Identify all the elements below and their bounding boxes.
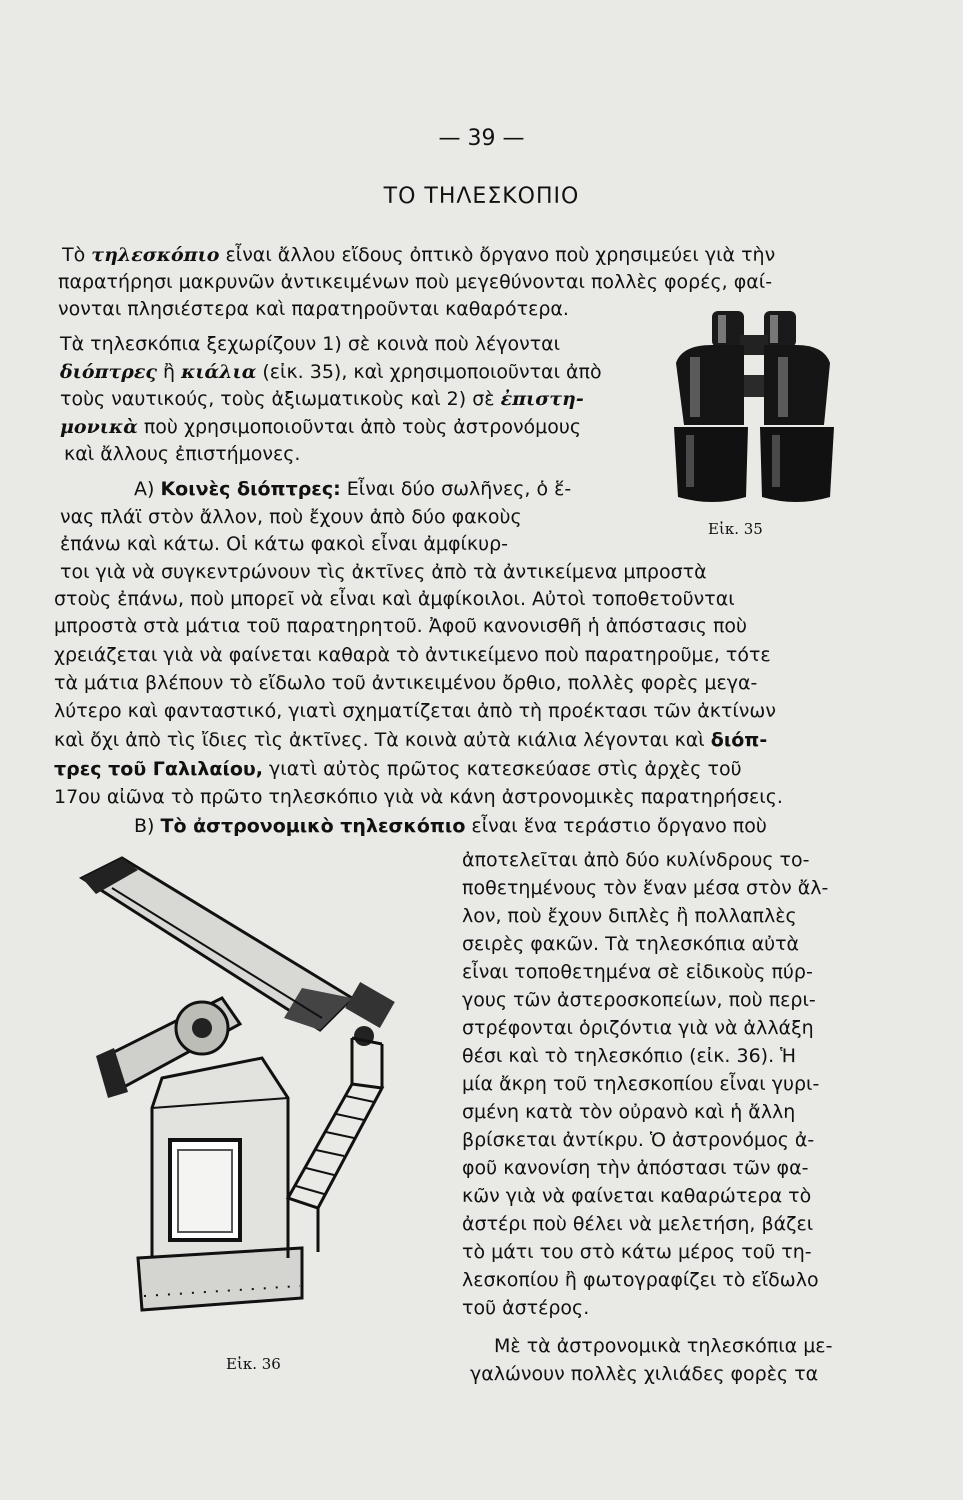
text-line: Μὲ τὰ ἀστρονομικὰ τηλεσκόπια με-: [494, 1335, 833, 1357]
text-line: μία ἄκρη τοῦ τηλεσκοπίου εἶναι γυρι-: [462, 1073, 820, 1095]
text-line: τοὺς ναυτικούς, τοὺς ἀξιωματικοὺς καὶ 2) σὲ ἐπιστη-: [60, 388, 584, 410]
text-line: σειρὲς φακῶν. Τὰ τηλεσκόπια αὐτὰ: [462, 933, 800, 955]
figure-35: [652, 305, 852, 510]
text-line: Β) Τὸ ἀστρονομικὸ τηλεσκόπιο εἶναι ἕνα τεράστιο ὄργανο ποὺ: [134, 815, 767, 837]
text-line: Τὰ τηλεσκόπια ξεχωρίζουν 1) σὲ κοινὰ ποὺ λέγονται: [60, 333, 561, 355]
text-line: γους τῶν ἀστεροσκοπείων, ποὺ περι-: [462, 989, 816, 1011]
text-line: διόπτρες ἢ κιάλια (εἰκ. 35), καὶ χρησιμοποιοῦνται ἀπὸ: [60, 361, 602, 383]
figure-36: [52, 848, 442, 1348]
figure-36-caption: Εἰκ. 36: [226, 1355, 281, 1373]
text-line: στοὺς ἐπάνω, ποὺ μπορεῖ νὰ εἶναι καὶ ἀμφίκοιλοι. Αὐτοὶ τοποθετοῦνται: [54, 588, 735, 610]
page-number: — 39 —: [438, 126, 525, 151]
text-line: καὶ ἄλλους ἐπιστήμονες.: [64, 443, 301, 465]
text-line: νας πλάϊ στὸν ἄλλον, ποὺ ἔχουν ἀπὸ δύο φακοὺς: [60, 506, 522, 528]
text-line: καὶ ὄχι ἀπὸ τὶς ἴδιες τὶς ἀκτῖνες. Τὰ κοινὰ αὐτὰ κιάλια λέγονται καὶ διόπ-: [54, 729, 768, 751]
text-line: ἐπάνω καὶ κάτω. Οἱ κάτω φακοὶ εἶναι ἀμφίκυρ-: [60, 533, 509, 555]
text-line: ἀστέρι ποὺ θέλει νὰ μελετήση, βάζει: [462, 1213, 814, 1235]
text-line: εἶναι τοποθετημένα σὲ εἰδικοὺς πύρ-: [462, 961, 813, 983]
text-line: μπροστὰ στὰ μάτια τοῦ παρατηρητοῦ. Ἀφοῦ κανονισθῆ ἡ ἀπόστασις ποὺ: [54, 615, 748, 637]
text-line: στρέφονται ὁριζόντια γιὰ νὰ ἀλλάξη: [462, 1017, 814, 1039]
text-line: λύτερο καὶ φανταστικό, γιατὶ σχηματίζεται ἀπὸ τὴ προέκτασι τῶν ἀκτίνων: [54, 700, 776, 722]
text-line: Τὸ τηλεσκόπιο εἶναι ἄλλου εἴδους ὀπτικὸ ὄργανο ποὺ χρησιμεύει γιὰ τὴν: [62, 244, 776, 266]
text-line: τὸ μάτι του στὸ κάτω μέρος τοῦ τη-: [462, 1241, 812, 1263]
text-line: παρατήρησι μακρυνῶν ἀντικειμένων ποὺ μεγεθύνονται πολλὲς φορές, φαί-: [58, 271, 773, 293]
text-line: τρες τοῦ Γαλιλαίου, γιατὶ αὐτὸς πρῶτος κατεσκεύασε στὶς ἀρχὲς τοῦ: [54, 758, 742, 780]
text-line: λεσκοπίου ἢ φωτογραφίζει τὸ εἴδωλο: [462, 1269, 819, 1291]
text-line: λον, ποὺ ἔχουν διπλὲς ἢ πολλαπλὲς: [462, 905, 797, 927]
text-line: θέσι καὶ τὸ τηλεσκόπιο (εἰκ. 36). Ἡ: [462, 1045, 797, 1067]
figure-35-caption: Εἰκ. 35: [708, 520, 763, 538]
text-line: φοῦ κανονίση τὴν ἀπόστασι τῶν φα-: [462, 1157, 809, 1179]
page-title: ΤΟ ΤΗΛΕΣΚΟΠΙΟ: [383, 184, 580, 209]
text-line: χρειάζεται γιὰ νὰ φαίνεται καθαρὰ τὸ ἀντικείμενο ποὺ παρατηροῦμε, τότε: [54, 644, 771, 666]
binoculars-icon: [652, 305, 852, 510]
text-line: Α) Κοινὲς διόπτρες: Εἶναι δύο σωλῆνες, ὁ ἕ-: [134, 478, 572, 500]
text-line: βρίσκεται ἀντίκρυ. Ὁ ἀστρονόμος ἀ-: [462, 1129, 815, 1151]
text-line: τοι γιὰ νὰ συγκεντρώνουν τὶς ἀκτῖνες ἀπὸ τὰ ἀντικείμενα μπροστὰ: [60, 561, 707, 583]
text-line: κῶν γιὰ νὰ φαίνεται καθαρώτερα τὸ: [462, 1185, 812, 1207]
text-line: τὰ μάτια βλέπουν τὸ εἴδωλο τοῦ ἀντικειμένου ὄρθιο, πολλὲς φορὲς μεγα-: [54, 672, 758, 694]
text-line: μονικὰ ποὺ χρησιμοποιοῦνται ἀπὸ τοὺς ἀστρονόμους: [60, 416, 582, 438]
text-line: σμένη κατὰ τὸν οὐρανὸ καὶ ἡ ἄλλη: [462, 1101, 796, 1123]
text-line: ἀποτελεῖται ἀπὸ δύο κυλίνδρους το-: [462, 849, 810, 871]
telescope-icon: [52, 848, 442, 1348]
text-line: νονται πλησιέστερα καὶ παρατηροῦνται καθαρότερα.: [58, 298, 569, 320]
text-line: ποθετημένους τὸν ἕναν μέσα στὸν ἄλ-: [462, 877, 829, 899]
text-line: γαλώνουν πολλὲς χιλιάδες φορὲς τα: [470, 1363, 819, 1385]
text-line: τοῦ ἀστέρος.: [462, 1297, 590, 1319]
text-line: 17ου αἰῶνα τὸ πρῶτο τηλεσκόπιο γιὰ νὰ κάνη ἀστρονομικὲς παρατηρήσεις.: [54, 786, 783, 808]
